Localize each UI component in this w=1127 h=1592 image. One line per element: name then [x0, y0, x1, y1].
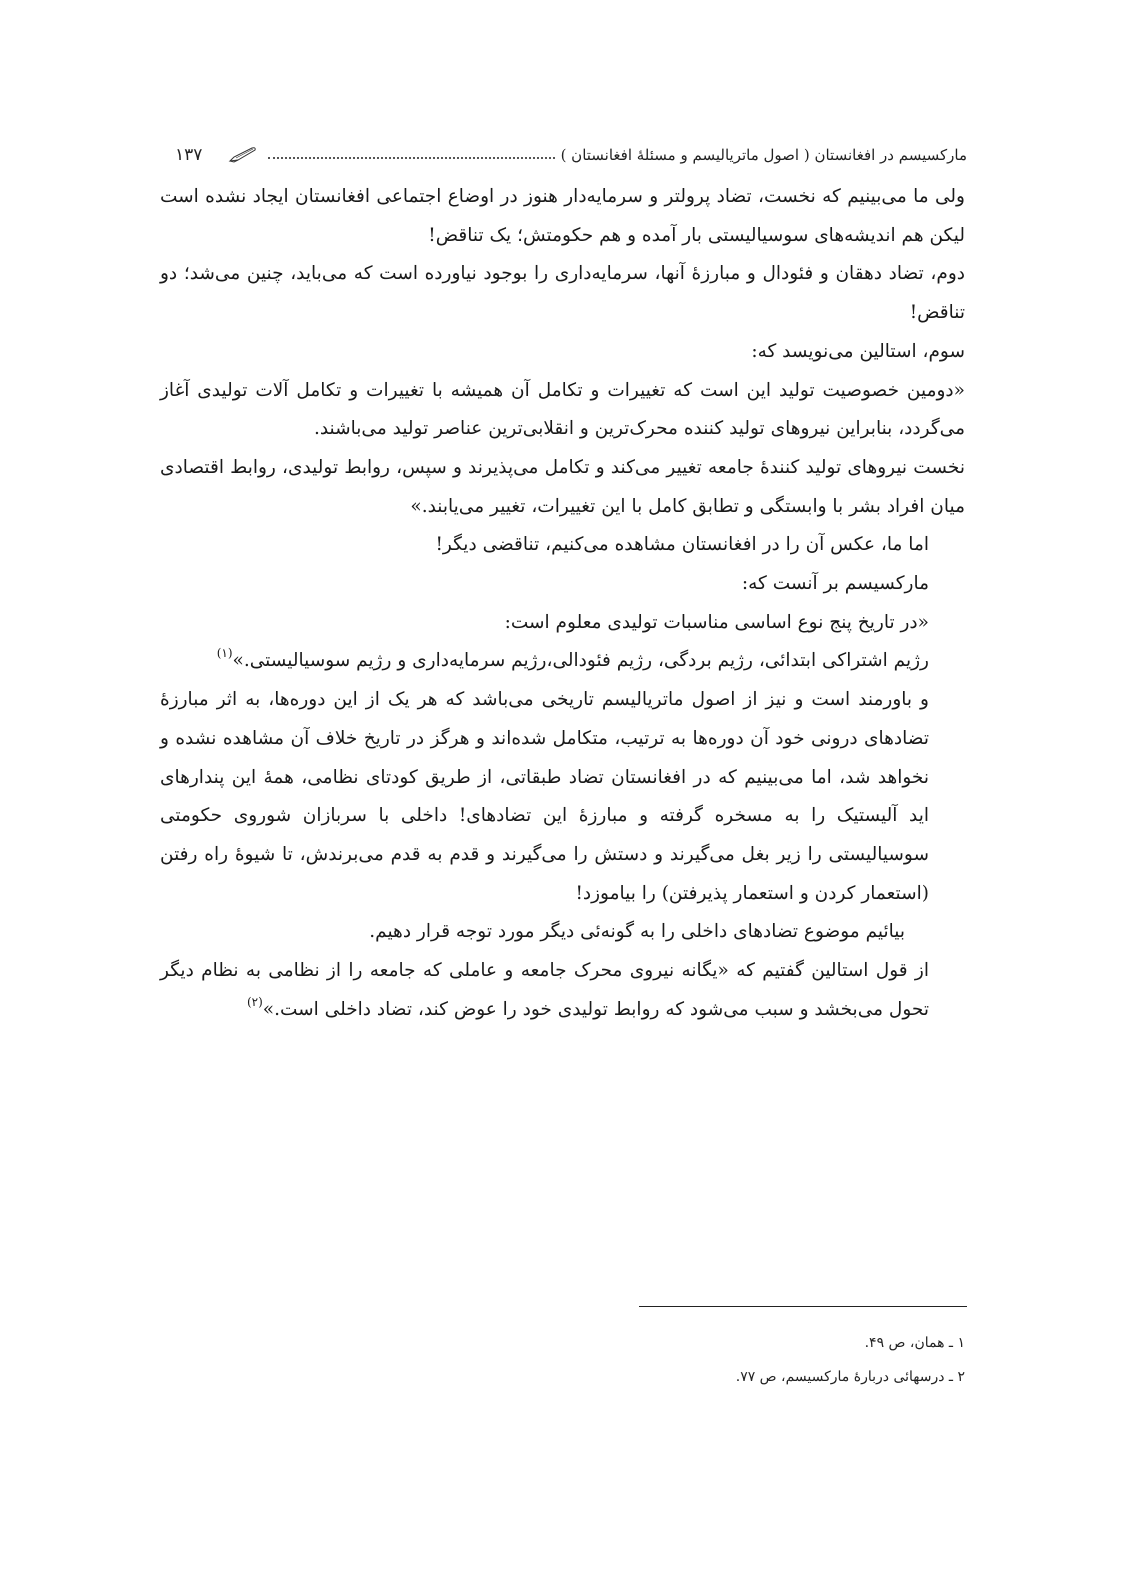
footnotes	[400, 1326, 965, 1394]
paragraph: اما ما، عکس آن را در افغانستان مشاهده می‌کنیم، تناقضی دیگر!	[435, 534, 929, 556]
body-text	[160, 178, 965, 1029]
quote-paragraph	[160, 642, 965, 681]
footnote-marker: (۱)	[216, 646, 233, 661]
quote-text: رژیم اشتراکی ابتدائی، رژیم بردگی، رژیم فئودالی،رژیم سرمایه‌داری و رژیم سوسیالیستی.»	[232, 650, 929, 672]
footnote: ۲ ـ درسهائی دربارهٔ مارکسیسم، ص ۷۷.	[735, 1369, 965, 1385]
pen-icon	[228, 146, 258, 164]
running-header	[175, 143, 967, 167]
paragraph: سوم، استالین می‌نویسد که:	[751, 340, 965, 362]
quote-paragraph: نخست نیروهای تولید کنندهٔ جامعه تغییر می‌کند و تکامل می‌پذیرند و سپس، روابط تولیدی، روابط اقتصادی میان افراد بشر با وابستگی و تطابق کامل با این تغییرات، تغییر می‌یابند.»	[160, 456, 965, 517]
quote-paragraph: «دومین خصوصیت تولید این است که تغییرات و تکامل آن همیشه با تغییرات و تکامل آلات تولیدی آغاز می‌گردد، بنابراین نیروهای تولید کننده محرک‌ترین و انقلابی‌ترین عناصر تولید می‌باشند.	[160, 379, 965, 440]
paragraph: ولی ما می‌بینیم که نخست، تضاد پرولتر و سرمایه‌دار هنوز در اوضاع اجتماعی افغانستان ایجاد نشده است لیکن هم اندیشه‌های سوسیالیستی بار آمده و هم حکومتش؛ یک تناقض!	[160, 186, 965, 246]
header-dot-leader	[268, 157, 554, 159]
paragraph: بیائیم موضوع تضادهای داخلی را به گونه‌ئی دیگر مورد توجه قرار دهیم.	[369, 921, 905, 943]
quote-paragraph: «در تاریخ پنج نوع اساسی مناسبات تولیدی معلوم است:	[504, 611, 929, 633]
paragraph-text: از قول استالین گفتیم که «یگانه نیروی محرک جامعه و عاملی که جامعه را از نظامی به نظام دیگر تحول می‌بخشد و سبب می‌شود که روابط تولیدی خود را عوض کند، تضاد داخلی است.»	[160, 960, 929, 1020]
paragraph: مارکسیسم بر آنست که:	[741, 573, 929, 595]
page-number: ۱۳۷	[175, 145, 203, 165]
paragraph: دوم، تضاد دهقان و فئودال و مبارزهٔ آنها، سرمایه‌داری را بوجود نیاورده است که می‌باید، چنین می‌شد؛ دو تناقض!	[160, 263, 965, 324]
footnote-divider	[639, 1306, 967, 1307]
paragraph	[160, 952, 965, 1029]
footnote-marker: (۲)	[246, 994, 263, 1009]
paragraph: و باورمند است و نیز از اصول ماتریالیسم تاریخی می‌باشد که هر یک از این دوره‌ها، به اثر مبارزهٔ تضادهای درونی خود آن دوره‌ها به ترتیب، متکامل شده‌اند و هرگز در تاریخ خلاف آن مشاهده نشده و نخواهد شد، اما می‌بینیم که در افغانستان تضاد طبقاتی، از طریق کودتای نظامی، همهٔ این پندارهای اید آلیستیک را به مسخره گرفته و مبارزهٔ این تضادهای! داخلی با سربازان شوروی حکومتی سوسیالیستی را زیر بغل می‌گیرند و دستش را می‌گیرند و قدم به قدم می‌برندش، تا شیوهٔ راه رفتن (استعمار کردن و استعمار پذیرفتن) را بیاموزد!	[160, 689, 929, 904]
header-title: مارکسیسم در افغانستان ( اصول ماتریالیسم و مسئلهٔ افغانستان )	[560, 146, 967, 164]
footnote: ۱ ـ همان، ص ۴۹.	[864, 1335, 965, 1351]
